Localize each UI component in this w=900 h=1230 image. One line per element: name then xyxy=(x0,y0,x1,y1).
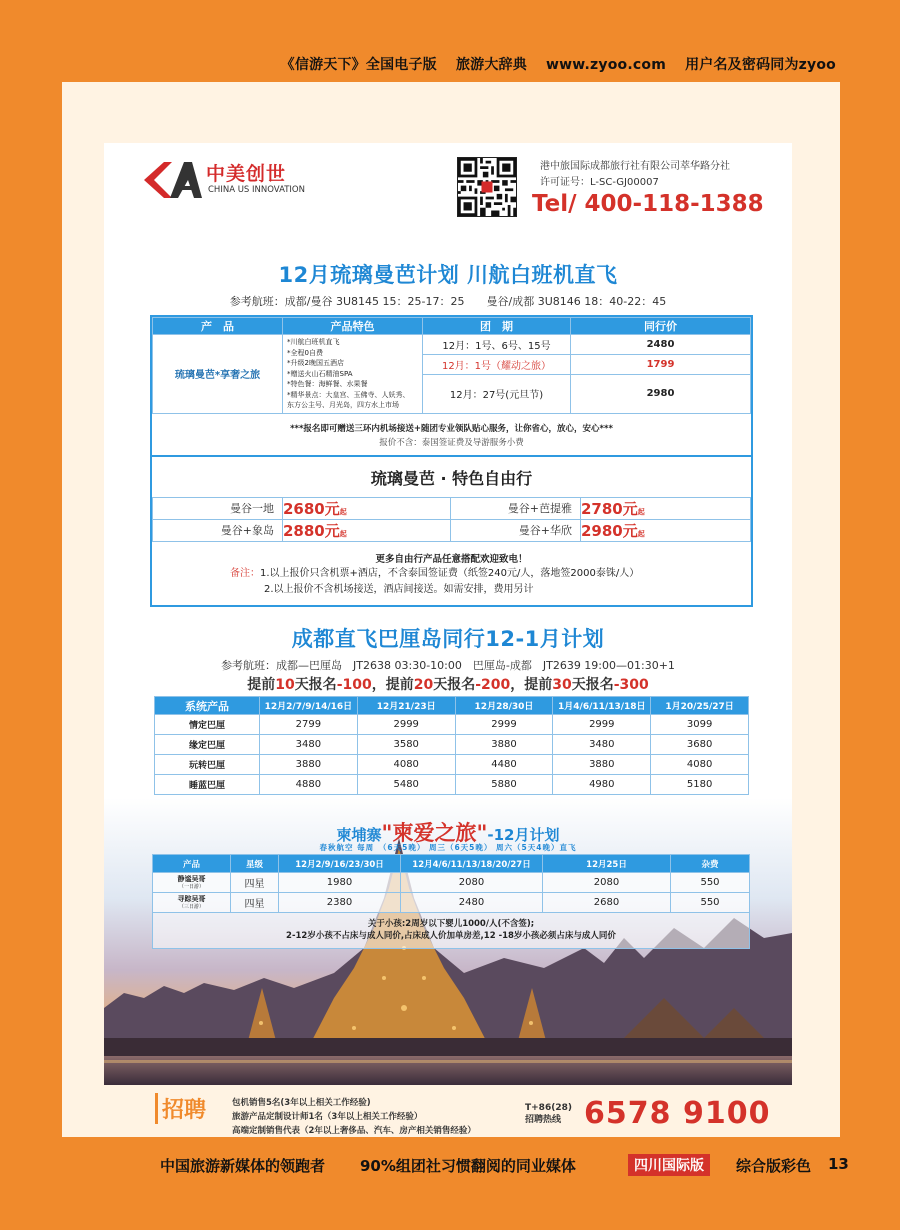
top-header xyxy=(0,54,900,82)
price-from-label: 起 xyxy=(339,507,347,516)
more-products: 更多自由行产品任意搭配欢迎致电！ xyxy=(375,553,528,565)
bali-price: 2999 xyxy=(553,715,651,735)
header-url[interactable]: www.zyoo.com xyxy=(546,57,666,73)
free-price: 2880元 xyxy=(283,521,340,540)
bangkok-box xyxy=(150,315,753,607)
divider xyxy=(152,455,751,457)
cambodia-price: 2480 xyxy=(401,893,543,913)
remarks xyxy=(152,566,751,598)
cambodia-star: 四星 xyxy=(231,893,279,913)
feature-line: *全程0自费 xyxy=(287,348,323,357)
child-policy-line: 关于小孩:2周岁以下婴儿1000/人(不含签); xyxy=(367,919,535,929)
bali-price: 4080 xyxy=(651,755,749,775)
bali-price: 5480 xyxy=(357,775,455,795)
cambodia-header: 12月4/6/11/13/18/20/27日 xyxy=(401,855,543,873)
tour-price: 1799 xyxy=(571,355,751,375)
bali-product: 睡蓝巴厘 xyxy=(155,775,260,795)
bali-price: 3880 xyxy=(455,735,553,755)
recruit-label: 招聘 xyxy=(155,1093,206,1124)
tour-date: 12月：27号(元旦节) xyxy=(423,375,571,413)
bali-price: 3480 xyxy=(553,735,651,755)
bali-product: 情定巴厘 xyxy=(155,715,260,735)
cambodia-header: 12月25日 xyxy=(543,855,671,873)
recruit-hotline-label xyxy=(525,1102,572,1126)
bali-title: 成都直飞巴厘岛同行12-1月计划 xyxy=(291,627,605,651)
cambodia-product-sub: （一日游） xyxy=(178,883,204,890)
free-route: 曼谷一地 xyxy=(153,497,283,519)
bali-price: 4080 xyxy=(357,755,455,775)
early-days: 20 xyxy=(413,677,434,693)
cambodia-plan: -12月计划 xyxy=(487,826,560,844)
early-booking xyxy=(104,674,792,694)
bali-price: 2999 xyxy=(455,715,553,735)
free-route: 曼谷+华欣 xyxy=(451,519,581,541)
bali-header: 1月20/25/27日 xyxy=(651,697,749,715)
header-dictionary: 旅游大辞典 xyxy=(455,57,527,73)
bali-price: 3580 xyxy=(357,735,455,755)
bali-price: 3680 xyxy=(651,735,749,755)
early-text: ，提前 xyxy=(371,677,414,693)
cambodia-price: 2080 xyxy=(543,873,671,893)
cambodia-header: 12月2/9/16/23/30日 xyxy=(279,855,401,873)
footer-slogan: 中国旅游新媒体的领跑者 xyxy=(160,1157,326,1175)
header-login-note: 用户名及密码同为zyoo xyxy=(685,57,836,73)
recruit-area-code: T+86(28) xyxy=(525,1103,572,1113)
free-route: 曼谷+芭提雅 xyxy=(451,497,581,519)
remark-label: 备注： xyxy=(230,567,260,579)
cambodia-price: 2380 xyxy=(279,893,401,913)
early-text: 天报名 xyxy=(294,677,337,693)
early-discount: -300 xyxy=(613,677,649,693)
bali-price: 2799 xyxy=(260,715,358,735)
bali-price: 5880 xyxy=(455,775,553,795)
bali-header: 1月4/6/11/13/18日 xyxy=(553,697,651,715)
early-days: 30 xyxy=(552,677,572,693)
child-policy-line: 2-12岁小孩不占床与成人同价,占床成人价加单房差,12 -18岁小孩必须占床与成人同价 xyxy=(286,931,616,941)
bangkok-table xyxy=(152,317,751,414)
feature-line: *赠送火山石精油SPA xyxy=(287,369,353,378)
price-from-label: 起 xyxy=(637,529,645,538)
recruit-list xyxy=(232,1096,476,1138)
bali-price: 3880 xyxy=(260,755,358,775)
table-row xyxy=(155,735,749,755)
bangkok-title: 12月琉璃曼芭计划 川航白班机直飞 xyxy=(278,263,618,287)
header-publication: 《信游天下》全国电子版 xyxy=(280,57,437,73)
table-row xyxy=(153,873,750,893)
free-price: 2980元 xyxy=(581,521,638,540)
cambodia-header: 杂费 xyxy=(671,855,750,873)
bali-table xyxy=(154,696,749,795)
feature-line: *特色餐：海鲜餐、水果餐 xyxy=(287,380,368,388)
recruit-position: 旅游产品定制设计师1名（3年以上相关工作经验） xyxy=(232,1112,423,1122)
page-number: 13 xyxy=(828,1155,849,1173)
feature-line: *川航白班机直飞 xyxy=(287,338,340,346)
remark-line: 1.以上报价只含机票+酒店，不含泰国签证费（纸签240元/人，落地签2000泰铢/人） xyxy=(260,567,640,579)
cambodia-product: 静谧吴哥 xyxy=(177,874,206,883)
cambodia-country: 柬埔寨 xyxy=(336,826,382,844)
cambodia-table xyxy=(152,854,750,913)
tour-date: 12月：1号（耀动之旅） xyxy=(423,355,571,375)
cambodia-price: 1980 xyxy=(279,873,401,893)
license-number: 许可证号：L-SC-GJ00007 xyxy=(540,177,659,188)
bali-price: 3099 xyxy=(651,715,749,735)
remark-line: 2.以上报价不含机场接送，酒店间接送。如需安排，费用另计 xyxy=(264,583,534,595)
early-text: ，提前 xyxy=(510,677,553,693)
agency-name: 港中旅国际成都旅行社有限公司萃华路分社 xyxy=(540,161,730,172)
bangkok-flights: 参考航班：成都/曼谷 3U8145 15：25-17：25 曼谷/成都 3U8146 18：40-22：45 xyxy=(229,295,667,308)
feature-line: *精华景点：大皇宫、玉佛寺、人妖秀、 xyxy=(287,390,410,399)
table-row xyxy=(155,755,749,775)
bali-price: 4880 xyxy=(260,775,358,795)
early-text: 天报名 xyxy=(433,677,476,693)
cambodia-table-wrap xyxy=(152,854,750,949)
recruit-position: 包机销售5名(3年以上相关工作经验) xyxy=(232,1098,371,1108)
cambodia-product: 寻踪吴哥 xyxy=(177,894,206,903)
bali-header: 系统产品 xyxy=(155,697,260,715)
hotline-telephone[interactable]: Tel/ 400-118-1388 xyxy=(532,191,764,217)
cambodia-flight-info: 春秋航空 每周 （6天5晚） 周三（6天5晚） 周六（5天4晚）直飞 xyxy=(319,843,577,852)
bangkok-header: 产 品 xyxy=(153,318,283,335)
footer-section: 综合版彩色 xyxy=(736,1157,812,1175)
cambodia-header: 星级 xyxy=(231,855,279,873)
footer-tagline: 90%组团社习惯翻阅的同业媒体 xyxy=(360,1157,576,1175)
qr-code-icon[interactable] xyxy=(457,157,517,217)
early-text: 天报名 xyxy=(571,677,614,693)
price-exclusion: 报价不含：泰国签证费及导游服务小费 xyxy=(379,437,524,448)
tour-date: 12月：1号、6号、15号 xyxy=(423,335,571,355)
logo-english: CHINA US INNOVATION xyxy=(208,185,305,195)
table-row xyxy=(155,715,749,735)
bali-header: 12月2/7/9/14/16日 xyxy=(260,697,358,715)
service-notice: ***报名即可赠送三环内机场接送+随团专业领队贴心服务，让你省心，放心，安心*** xyxy=(290,423,613,434)
bangkok-header: 团 期 xyxy=(423,318,571,335)
bali-table-wrap xyxy=(154,696,749,795)
recruit-phone[interactable]: 6578 9100 xyxy=(584,1096,771,1131)
bali-price: 3480 xyxy=(260,735,358,755)
bangkok-product: 琉璃曼芭*享奢之旅 xyxy=(153,335,283,414)
logo-chinese: 中美创世 xyxy=(206,163,287,185)
free-travel-table xyxy=(152,497,751,542)
early-text: 提前 xyxy=(247,677,276,693)
bali-product: 缘定巴厘 xyxy=(155,735,260,755)
early-days: 10 xyxy=(275,677,295,693)
bali-price: 4480 xyxy=(455,755,553,775)
feature-line: *升级2晚国五酒店 xyxy=(287,359,344,367)
free-route: 曼谷+象岛 xyxy=(153,519,283,541)
bali-price: 4980 xyxy=(553,775,651,795)
bangkok-header: 产品特色 xyxy=(283,318,423,335)
cambodia-price: 2080 xyxy=(401,873,543,893)
cambodia-product-sub: （三日游） xyxy=(178,903,204,910)
cambodia-fee: 550 xyxy=(671,893,750,913)
bali-header: 12月28/30日 xyxy=(455,697,553,715)
free-price: 2680元 xyxy=(283,499,340,518)
advert-page xyxy=(104,143,792,1085)
footer xyxy=(0,1152,900,1178)
child-policy xyxy=(152,913,750,949)
cambodia-price: 2680 xyxy=(543,893,671,913)
bali-price: 5180 xyxy=(651,775,749,795)
recruit-hotline-text: 招聘热线 xyxy=(525,1115,562,1125)
free-travel-title: 琉璃曼芭 · 特色自由行 xyxy=(370,468,533,488)
bangkok-header: 同行价 xyxy=(571,318,751,335)
early-discount: -200 xyxy=(475,677,511,693)
bali-price: 2999 xyxy=(357,715,455,735)
free-price: 2780元 xyxy=(581,499,638,518)
cambodia-tour-name: "柬爱之旅" xyxy=(381,821,488,845)
cambodia-header: 产品 xyxy=(153,855,231,873)
table-row xyxy=(153,893,750,913)
tour-price: 2980 xyxy=(571,375,751,413)
tour-price: 2480 xyxy=(571,335,751,355)
logo-icon xyxy=(142,160,202,200)
bali-header: 12月21/23日 xyxy=(357,697,455,715)
feature-line: 东方公主号、月光岛，四方水上市场 xyxy=(287,401,399,409)
recruit-position: 高端定制销售代表（2年以上奢侈品、汽车、房产相关销售经验） xyxy=(232,1126,476,1136)
early-discount: -100 xyxy=(336,677,372,693)
table-row xyxy=(155,775,749,795)
bali-product: 玩转巴厘 xyxy=(155,755,260,775)
agency-info xyxy=(540,159,730,191)
bali-price: 3880 xyxy=(553,755,651,775)
bangkok-features xyxy=(283,335,423,414)
price-from-label: 起 xyxy=(339,529,347,538)
price-from-label: 起 xyxy=(637,507,645,516)
cambodia-fee: 550 xyxy=(671,873,750,893)
bali-flights: 参考航班：成都—巴厘岛 JT2638 03:30-10:00 巴厘岛-成都 JT2639 19:00—01:30+1 xyxy=(221,659,675,672)
edition-badge: 四川国际版 xyxy=(628,1154,710,1176)
cambodia-star: 四星 xyxy=(231,873,279,893)
